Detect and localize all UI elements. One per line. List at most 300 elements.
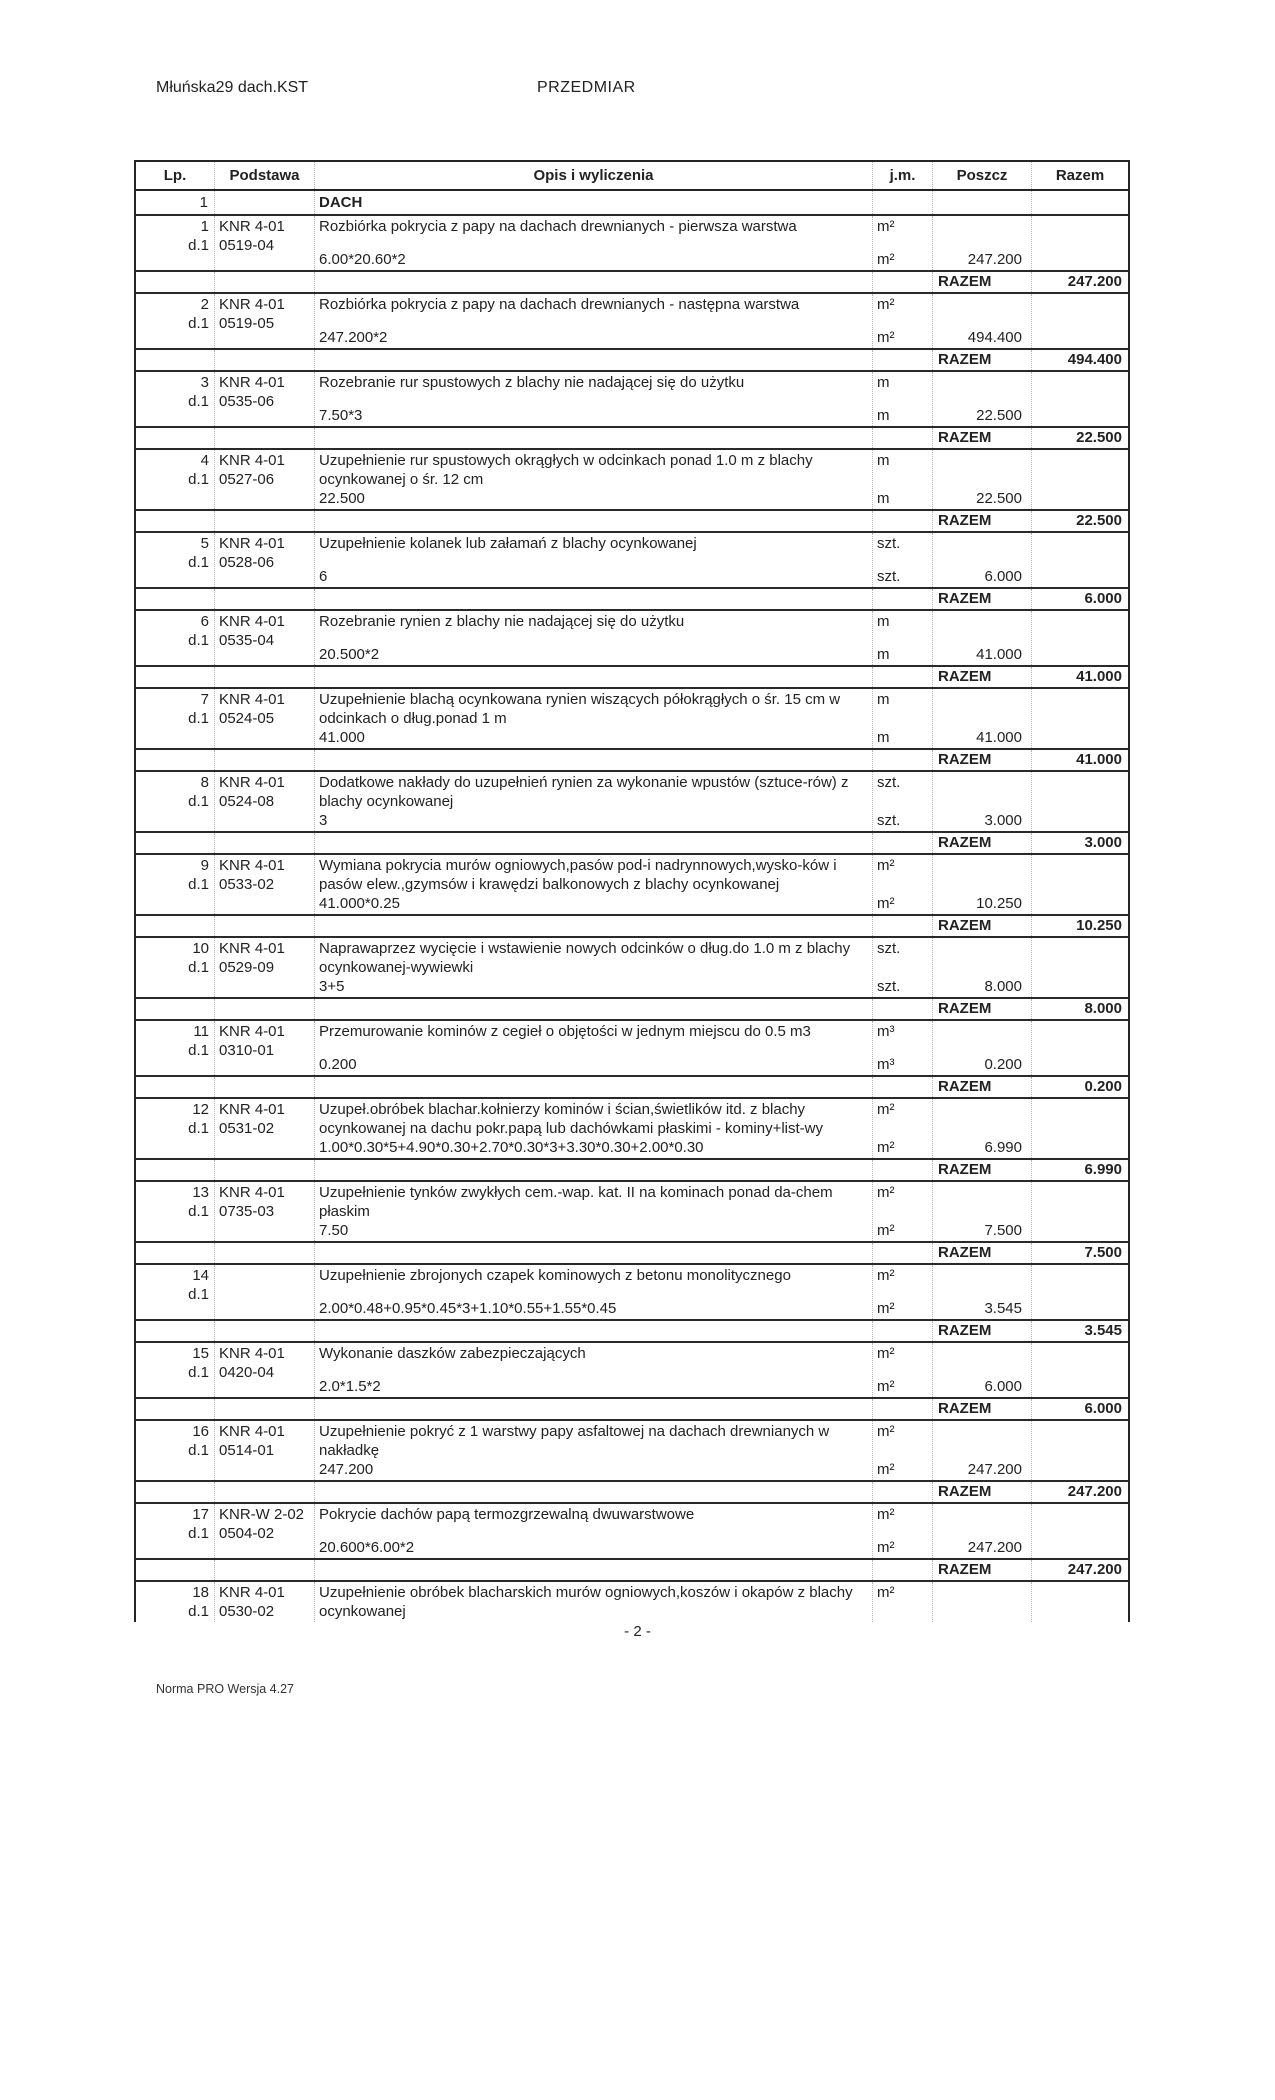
item-d-label: d.1 <box>188 710 209 727</box>
empty-cell <box>314 511 872 531</box>
item-jm-cell <box>872 1021 932 1075</box>
razem-value: 6.990 <box>1031 1160 1128 1180</box>
item-razem-row <box>136 1243 1128 1265</box>
item-razem-row <box>136 1321 1128 1343</box>
item-d-label: d.1 <box>188 876 209 893</box>
empty-cell <box>872 272 932 292</box>
empty-cell <box>872 1482 932 1502</box>
empty-cell <box>872 350 932 370</box>
item-row <box>136 1343 1128 1399</box>
item-code-norm: KNR 4-01 <box>219 613 285 630</box>
item-d-label: d.1 <box>188 393 209 410</box>
item-unit-calc: m <box>877 729 890 746</box>
section-title: DACH <box>314 191 872 214</box>
item-calculation: 247.200*2 <box>319 329 388 346</box>
empty-cell <box>314 1560 872 1580</box>
item-podstawa-cell <box>214 1021 314 1075</box>
item-poszcz-value: 8.000 <box>984 978 1022 995</box>
item-number: 18 <box>192 1584 209 1601</box>
empty-cell <box>872 428 932 448</box>
item-code-norm: KNR 4-01 <box>219 218 285 235</box>
item-row <box>136 855 1128 916</box>
empty-cell <box>872 833 932 853</box>
item-code-norm: KNR-W 2-02 <box>219 1506 305 1523</box>
column-header-poszcz: Poszcz <box>932 162 1031 189</box>
empty-cell <box>872 191 932 214</box>
item-code-norm: KNR 4-01 <box>219 1345 285 1362</box>
item-poszcz-cell <box>932 294 1031 348</box>
item-unit-calc: m³ <box>877 1056 895 1073</box>
razem-label: RAZEM <box>932 1399 1031 1419</box>
item-code-norm: KNR 4-01 <box>219 1584 285 1601</box>
item-row <box>136 294 1128 350</box>
item-code-detail: 0519-05 <box>219 315 275 332</box>
item-poszcz-cell <box>932 689 1031 748</box>
item-unit: m² <box>877 1101 895 1118</box>
item-poszcz-cell <box>932 855 1031 914</box>
item-lp-cell <box>136 1504 214 1558</box>
razem-value: 494.400 <box>1031 350 1128 370</box>
item-razem-row <box>136 1399 1128 1421</box>
item-calculation: 20.600*6.00*2 <box>319 1539 415 1556</box>
item-row <box>136 1265 1128 1321</box>
empty-cell <box>214 916 314 936</box>
item-unit-calc: m² <box>877 895 895 912</box>
item-row <box>136 1504 1128 1560</box>
item-description: Uzupełnienie obróbek blacharskich murów ogniowych,koszów i okapów z blachy ocynkowanej <box>319 1584 853 1620</box>
item-unit-calc: m² <box>877 1222 895 1239</box>
item-d-label: d.1 <box>188 315 209 332</box>
item-jm-cell <box>872 938 932 997</box>
empty-cell <box>872 1399 932 1419</box>
item-razem-row <box>136 589 1128 611</box>
item-podstawa-cell <box>214 855 314 914</box>
item-razem-cell <box>1031 294 1128 348</box>
item-lp-cell <box>136 1099 214 1158</box>
item-unit: m² <box>877 1423 895 1440</box>
item-code-norm: KNR 4-01 <box>219 774 285 791</box>
item-row <box>136 938 1128 999</box>
empty-cell <box>872 1560 932 1580</box>
item-opis-cell <box>314 1421 872 1480</box>
empty-cell <box>136 1243 214 1263</box>
razem-label: RAZEM <box>932 589 1031 609</box>
item-code-detail: 0519-04 <box>219 237 275 254</box>
empty-cell <box>214 1160 314 1180</box>
empty-cell <box>136 272 214 292</box>
item-poszcz-cell <box>932 1421 1031 1480</box>
item-lp-cell <box>136 855 214 914</box>
item-podstawa-cell <box>214 938 314 997</box>
item-poszcz-cell <box>932 1265 1031 1319</box>
column-header-jm: j.m. <box>872 162 932 189</box>
item-code-detail: 0529-09 <box>219 959 275 976</box>
razem-label: RAZEM <box>932 1160 1031 1180</box>
item-jm-cell <box>872 216 932 270</box>
empty-cell <box>314 1482 872 1502</box>
item-poszcz-value: 6.000 <box>984 1378 1022 1395</box>
item-jm-cell <box>872 1504 932 1558</box>
item-code-detail: 0530-02 <box>219 1603 275 1620</box>
item-unit: m <box>877 374 890 391</box>
empty-cell <box>314 750 872 770</box>
empty-cell <box>314 589 872 609</box>
item-unit-calc: szt. <box>877 568 901 585</box>
item-description: Rozbiórka pokrycia z papy na dachach drewnianych - następna warstwa <box>319 296 800 313</box>
page-title: PRZEDMIAR <box>537 79 636 96</box>
item-calculation: 2.0*1.5*2 <box>319 1378 381 1395</box>
item-poszcz-cell <box>932 372 1031 426</box>
razem-label: RAZEM <box>932 667 1031 687</box>
item-jm-cell <box>872 294 932 348</box>
razem-value: 0.200 <box>1031 1077 1128 1097</box>
empty-cell <box>872 1243 932 1263</box>
razem-label: RAZEM <box>932 1560 1031 1580</box>
empty-cell <box>136 428 214 448</box>
item-razem-cell <box>1031 533 1128 587</box>
item-calculation: 22.500 <box>319 490 365 507</box>
item-razem-cell <box>1031 1182 1128 1241</box>
empty-cell <box>214 1077 314 1097</box>
item-poszcz-value: 22.500 <box>976 407 1022 424</box>
item-number: 4 <box>200 452 209 469</box>
empty-cell <box>314 428 872 448</box>
item-row <box>136 533 1128 589</box>
item-podstawa-cell <box>214 1265 314 1319</box>
razem-label: RAZEM <box>932 511 1031 531</box>
item-poszcz-cell <box>932 1343 1031 1397</box>
item-poszcz-value: 41.000 <box>976 729 1022 746</box>
item-jm-cell <box>872 1265 932 1319</box>
empty-cell <box>314 833 872 853</box>
item-unit: m² <box>877 857 895 874</box>
item-description: Uzupełnienie zbrojonych czapek kominowych z betonu monolitycznego <box>319 1267 791 1284</box>
item-description: Uzupeł.obróbek blachar.kołnierzy kominów i ścian,świetlików itd. z blachy ocynkowanej na dachu pokr.papą lub dachówkami płaskimi - kominy+list-wy <box>319 1101 823 1137</box>
item-poszcz-cell <box>932 772 1031 831</box>
item-d-label: d.1 <box>188 1442 209 1459</box>
item-number: 17 <box>192 1506 209 1523</box>
item-poszcz-cell <box>932 450 1031 509</box>
item-poszcz-value: 6.990 <box>984 1139 1022 1156</box>
item-code-norm: KNR 4-01 <box>219 1184 285 1201</box>
item-opis-cell <box>314 216 872 270</box>
item-razem-cell <box>1031 689 1128 748</box>
item-poszcz-cell <box>932 1182 1031 1241</box>
empty-cell <box>214 667 314 687</box>
item-opis-cell <box>314 772 872 831</box>
item-podstawa-cell <box>214 1582 314 1622</box>
item-opis-cell <box>314 689 872 748</box>
item-unit: m² <box>877 1584 895 1601</box>
table-header-row <box>136 162 1128 191</box>
item-razem-row <box>136 750 1128 772</box>
item-code-detail: 0420-04 <box>219 1364 275 1381</box>
item-poszcz-cell <box>932 216 1031 270</box>
item-lp-cell <box>136 1582 214 1622</box>
item-unit-calc: m² <box>877 1378 895 1395</box>
item-description: Uzupełnienie blachą ocynkowana rynien wiszących półokrągłych o śr. 15 cm w odcinkach o dług.ponad 1 m <box>319 691 841 727</box>
przedmiar-table <box>134 160 1130 1622</box>
item-d-label: d.1 <box>188 1120 209 1137</box>
item-d-label: d.1 <box>188 1525 209 1542</box>
item-opis-cell <box>314 450 872 509</box>
item-description: Dodatkowe nakłady do uzupełnień rynien za wykonanie wpustów (sztuce-rów) z blachy ocynkowanej <box>319 774 849 810</box>
item-calculation: 2.00*0.48+0.95*0.45*3+1.10*0.55+1.55*0.45 <box>319 1300 617 1317</box>
item-poszcz-value: 494.400 <box>967 329 1022 346</box>
item-razem-cell <box>1031 1265 1128 1319</box>
item-calculation: 6 <box>319 568 328 585</box>
item-number: 6 <box>200 613 209 630</box>
empty-cell <box>214 999 314 1019</box>
item-razem-row <box>136 350 1128 372</box>
item-jm-cell <box>872 533 932 587</box>
item-podstawa-cell <box>214 1504 314 1558</box>
item-number: 9 <box>200 857 209 874</box>
item-code-norm: KNR 4-01 <box>219 535 285 552</box>
item-unit: m² <box>877 1267 895 1284</box>
item-jm-cell <box>872 450 932 509</box>
item-code-detail: 0535-04 <box>219 632 275 649</box>
item-row <box>136 450 1128 511</box>
razem-label: RAZEM <box>932 1321 1031 1341</box>
item-razem-row <box>136 428 1128 450</box>
item-number: 8 <box>200 774 209 791</box>
item-poszcz-value: 7.500 <box>984 1222 1022 1239</box>
item-d-label: d.1 <box>188 1203 209 1220</box>
item-poszcz-value: 3.545 <box>984 1300 1022 1317</box>
item-calculation: 3+5 <box>319 978 345 995</box>
item-description: Przemurowanie kominów z cegieł o objętości w jednym miejscu do 0.5 m3 <box>319 1023 811 1040</box>
item-poszcz-value: 247.200 <box>967 251 1022 268</box>
item-code-detail: 0527-06 <box>219 471 275 488</box>
empty-cell <box>136 1160 214 1180</box>
item-razem-cell <box>1031 938 1128 997</box>
item-lp-cell <box>136 216 214 270</box>
item-d-label: d.1 <box>188 1603 209 1620</box>
item-unit-calc: m² <box>877 1461 895 1478</box>
razem-label: RAZEM <box>932 999 1031 1019</box>
razem-label: RAZEM <box>932 1482 1031 1502</box>
section-number: 1 <box>199 194 208 211</box>
item-unit-calc: m² <box>877 1139 895 1156</box>
item-d-label: d.1 <box>188 793 209 810</box>
razem-value: 41.000 <box>1031 750 1128 770</box>
item-row <box>136 1021 1128 1077</box>
item-code-detail: 0531-02 <box>219 1120 275 1137</box>
razem-value: 41.000 <box>1031 667 1128 687</box>
item-podstawa-cell <box>214 1182 314 1241</box>
item-description: Uzupełnienie pokryć z 1 warstwy papy asfaltowej na dachach drewnianych w nakładkę <box>319 1423 830 1459</box>
razem-value: 247.200 <box>1031 1560 1128 1580</box>
item-calculation: 20.500*2 <box>319 646 380 663</box>
item-unit: m <box>877 613 890 630</box>
item-jm-cell <box>872 772 932 831</box>
empty-cell <box>314 272 872 292</box>
empty-cell <box>314 1243 872 1263</box>
item-unit: szt. <box>877 940 901 957</box>
item-opis-cell <box>314 1343 872 1397</box>
item-description: Pokrycie dachów papą termozgrzewalną dwuwarstwowe <box>319 1506 695 1523</box>
item-number: 10 <box>192 940 209 957</box>
item-poszcz-cell <box>932 938 1031 997</box>
item-poszcz-value: 22.500 <box>976 490 1022 507</box>
item-description: Rozbiórka pokrycia z papy na dachach drewnianych - pierwsza warstwa <box>319 218 797 235</box>
item-razem-cell <box>1031 450 1128 509</box>
empty-cell <box>314 667 872 687</box>
empty-cell <box>136 511 214 531</box>
item-poszcz-value: 0.200 <box>984 1056 1022 1073</box>
item-unit: szt. <box>877 774 901 791</box>
item-description: Rozebranie rur spustowych z blachy nie nadającej się do użytku <box>319 374 745 391</box>
column-header-razem: Razem <box>1031 162 1128 189</box>
item-poszcz-value: 6.000 <box>984 568 1022 585</box>
item-jm-cell <box>872 611 932 665</box>
item-razem-cell <box>1031 372 1128 426</box>
item-code-detail: 0533-02 <box>219 876 275 893</box>
item-code-norm: KNR 4-01 <box>219 1423 285 1440</box>
item-razem-row <box>136 916 1128 938</box>
item-razem-row <box>136 1560 1128 1582</box>
empty-cell <box>872 1077 932 1097</box>
item-razem-cell <box>1031 1021 1128 1075</box>
empty-cell <box>214 589 314 609</box>
item-calculation: 6.00*20.60*2 <box>319 251 406 268</box>
item-jm-cell <box>872 1421 932 1480</box>
item-code-detail: 0504-02 <box>219 1525 275 1542</box>
empty-cell <box>214 1482 314 1502</box>
item-opis-cell <box>314 533 872 587</box>
empty-cell <box>214 428 314 448</box>
item-jm-cell <box>872 1343 932 1397</box>
column-header-lp: Lp. <box>163 167 187 184</box>
item-unit: m² <box>877 1184 895 1201</box>
item-calculation: 41.000 <box>319 729 365 746</box>
item-razem-row <box>136 1160 1128 1182</box>
item-jm-cell <box>872 1099 932 1158</box>
item-row <box>136 611 1128 667</box>
item-unit: m <box>877 691 890 708</box>
item-row <box>136 689 1128 750</box>
item-poszcz-cell <box>932 1582 1031 1622</box>
item-d-label: d.1 <box>188 237 209 254</box>
item-calculation: 7.50 <box>319 1222 349 1239</box>
empty-cell <box>872 667 932 687</box>
empty-cell <box>214 350 314 370</box>
razem-label: RAZEM <box>932 350 1031 370</box>
empty-cell <box>136 589 214 609</box>
empty-cell <box>872 999 932 1019</box>
item-row <box>136 1099 1128 1160</box>
item-unit: m² <box>877 1345 895 1362</box>
empty-cell <box>872 511 932 531</box>
empty-cell <box>136 750 214 770</box>
item-number: 11 <box>193 1023 209 1040</box>
razem-value: 6.000 <box>1031 589 1128 609</box>
item-number: 5 <box>200 535 209 552</box>
item-calculation: 7.50*3 <box>319 407 363 424</box>
item-podstawa-cell <box>214 216 314 270</box>
table-body <box>136 216 1128 1622</box>
item-description: Rozebranie rynien z blachy nie nadającej się do użytku <box>319 613 685 630</box>
item-d-label: d.1 <box>188 632 209 649</box>
empty-cell <box>872 916 932 936</box>
empty-cell <box>314 350 872 370</box>
empty-cell <box>136 916 214 936</box>
empty-cell <box>314 1399 872 1419</box>
item-razem-row <box>136 1482 1128 1504</box>
item-unit: m <box>877 452 890 469</box>
item-lp-cell <box>136 1265 214 1319</box>
column-header-opis: Opis i wyliczenia <box>314 162 872 189</box>
item-poszcz-cell <box>932 533 1031 587</box>
item-podstawa-cell <box>214 689 314 748</box>
item-row <box>136 372 1128 428</box>
empty-cell <box>214 1399 314 1419</box>
item-podstawa-cell <box>214 372 314 426</box>
section-row <box>136 191 1128 216</box>
item-number: 12 <box>192 1101 209 1118</box>
empty-cell <box>214 750 314 770</box>
empty-cell <box>872 1321 932 1341</box>
item-podstawa-cell <box>214 1421 314 1480</box>
item-row <box>136 772 1128 833</box>
item-jm-cell <box>872 372 932 426</box>
razem-value: 247.200 <box>1031 1482 1128 1502</box>
item-opis-cell <box>314 855 872 914</box>
razem-value: 10.250 <box>1031 916 1128 936</box>
item-calculation: 247.200 <box>319 1461 374 1478</box>
item-row <box>136 1182 1128 1243</box>
item-unit-calc: m² <box>877 329 895 346</box>
razem-label: RAZEM <box>932 272 1031 292</box>
item-razem-cell <box>1031 1099 1128 1158</box>
item-code-norm: KNR 4-01 <box>219 374 285 391</box>
item-razem-cell <box>1031 772 1128 831</box>
empty-cell <box>314 1160 872 1180</box>
empty-cell <box>136 1560 214 1580</box>
item-opis-cell <box>314 294 872 348</box>
item-lp-cell <box>136 294 214 348</box>
item-poszcz-value: 41.000 <box>976 646 1022 663</box>
item-poszcz-cell <box>932 611 1031 665</box>
item-lp-cell <box>136 1421 214 1480</box>
item-poszcz-value: 3.000 <box>984 812 1022 829</box>
empty-cell <box>932 191 1031 214</box>
item-row <box>136 1582 1128 1622</box>
column-header-podstawa: Podstawa <box>214 162 314 189</box>
item-opis-cell <box>314 1582 872 1622</box>
item-code-detail: 0735-03 <box>219 1203 275 1220</box>
item-opis-cell <box>314 1099 872 1158</box>
item-unit-calc: m² <box>877 1539 895 1556</box>
razem-value: 22.500 <box>1031 511 1128 531</box>
razem-value: 22.500 <box>1031 428 1128 448</box>
item-podstawa-cell <box>214 533 314 587</box>
item-unit-calc: m² <box>877 1300 895 1317</box>
item-podstawa-cell <box>214 450 314 509</box>
empty-cell <box>872 589 932 609</box>
empty-cell <box>136 999 214 1019</box>
item-description: Uzupełnienie rur spustowych okrągłych w odcinkach ponad 1.0 m z blachy ocynkowanej o śr. 12 cm <box>319 452 813 488</box>
empty-cell <box>214 511 314 531</box>
item-code-detail: 0535-06 <box>219 393 275 410</box>
item-razem-cell <box>1031 1343 1128 1397</box>
item-razem-cell <box>1031 855 1128 914</box>
item-unit-calc: m² <box>877 251 895 268</box>
item-lp-cell <box>136 1182 214 1241</box>
item-lp-cell <box>136 533 214 587</box>
item-d-label: d.1 <box>188 471 209 488</box>
